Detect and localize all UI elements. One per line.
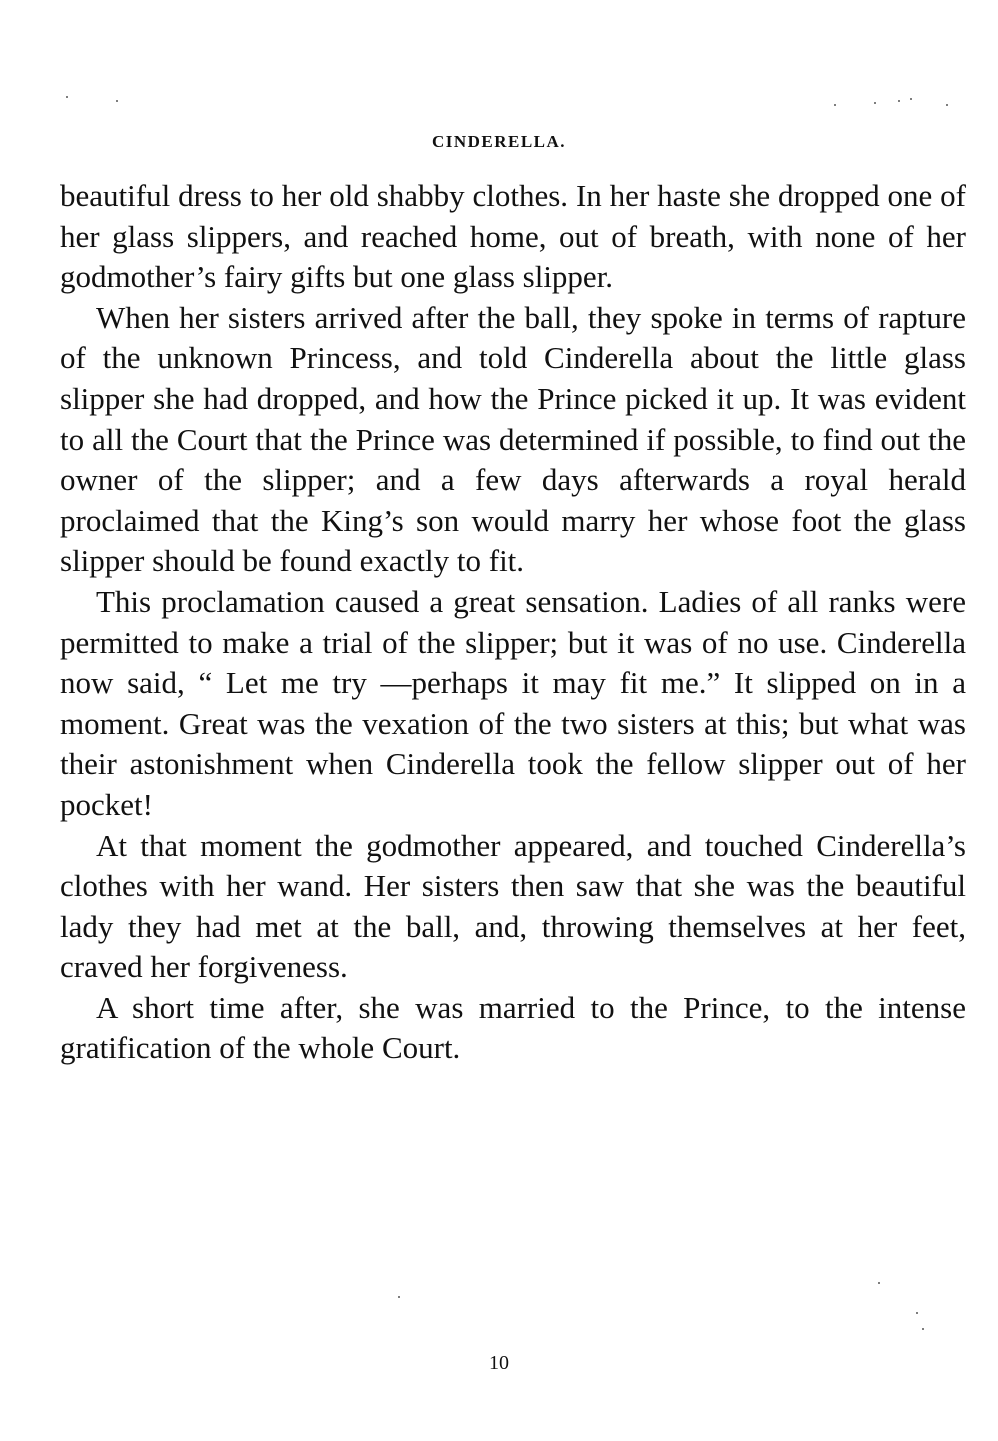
paragraph: When her sisters arrived after the ball, they spoke in terms of rapture of the unknown Princess, and told Cinderella about the little glass slipper she had dropped, and how the Prince picked it up. It was evident to all the Court that the Prince was determined if possible, to find out the owner of the slipper; and a few days afterwards a royal herald proclaimed that the King’s son would marry her whose foot the glass slipper should be found exactly to fit. [60, 299, 966, 579]
scan-speck [878, 1282, 880, 1284]
scan-speck [116, 100, 118, 102]
scan-speck [946, 104, 948, 106]
scan-speck [922, 1328, 924, 1330]
paragraph: At that moment the godmother appeared, and touched Cinderella’s clothes with her wand. Her sisters then saw that she was the beautiful lady they had met at the ball, and, throwing themselves at her feet, craved her forgiveness. [60, 827, 966, 985]
scan-speck [874, 102, 876, 104]
scan-speck [66, 96, 68, 98]
body-text [60, 176, 966, 1069]
running-head: CINDERELLA. [431, 132, 567, 151]
paragraph: beautiful dress to her old shabby clothes. In her haste she dropped one of her glass slippers, and reached home, out of breath, with none of her godmother’s fairy gifts but one glass slipper. [60, 178, 966, 295]
scan-speck [910, 98, 912, 100]
scan-speck [834, 104, 836, 106]
scan-speck [916, 1312, 918, 1314]
paragraph: A short time after, she was married to the Prince, to the intense gratification of the whole Court. [60, 989, 966, 1066]
page-number: 10 [489, 1352, 509, 1374]
scan-speck [898, 100, 900, 102]
scan-speck [398, 1296, 400, 1298]
paragraph: This proclamation caused a great sensation. Ladies of all ranks were permitted to make a trial of the slipper; but it was of no use. Cinderella now said, “ Let me try —perhaps it may fit me.” It slipped on in a moment. Great was the vexation of the two sisters at this; but what was their astonishment when Cinderella took the fellow slipper out of her pocket! [60, 583, 966, 822]
